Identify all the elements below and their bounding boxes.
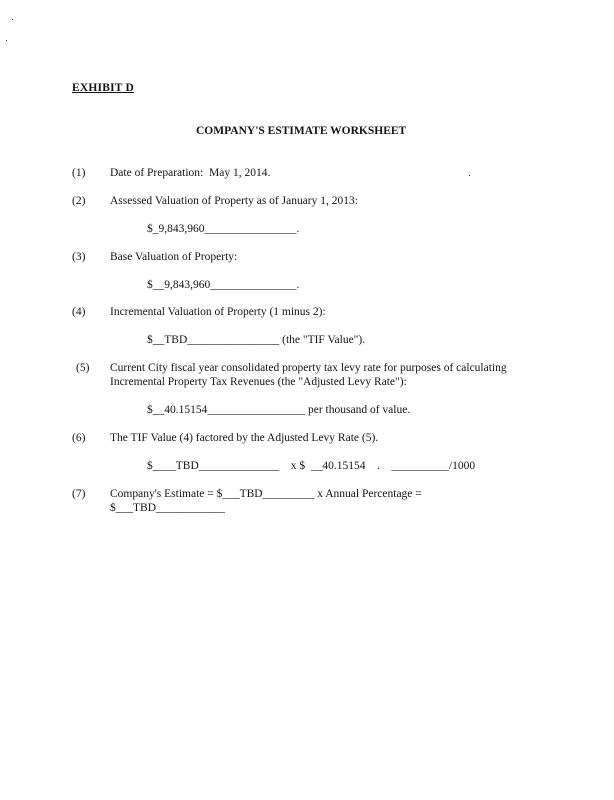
item-number: (5): [76, 362, 90, 374]
assessed-valuation-label: Assessed Valuation of Property as of January 1, 2013:: [110, 195, 358, 207]
item-number: (4): [72, 306, 86, 318]
assessed-valuation-value: $_9,843,960________________.: [147, 223, 300, 235]
item-number: (6): [72, 432, 86, 444]
scan-speck: [469, 175, 470, 176]
date-of-preparation: Date of Preparation: May 1, 2014.: [110, 167, 271, 179]
base-valuation-value: $__9,843,960_______________.: [147, 279, 300, 291]
company-estimate-line-2: $___TBD____________: [110, 502, 225, 514]
scan-speck: [6, 40, 7, 41]
item-number: (1): [72, 167, 86, 179]
levy-rate-label-line-2: Incremental Property Tax Revenues (the "Adjusted Levy Rate"):: [110, 376, 407, 388]
exhibit-label: EXHIBIT D: [72, 82, 134, 94]
worksheet-title: COMPANY'S ESTIMATE WORKSHEET: [196, 125, 407, 137]
incremental-valuation-value: $__TBD________________ (the "TIF Value").: [147, 334, 366, 346]
company-estimate-line-1: Company's Estimate = $___TBD_________ x Annual Percentage =: [110, 488, 422, 500]
tif-factored-label: The TIF Value (4) factored by the Adjusted Levy Rate (5).: [110, 432, 379, 444]
levy-rate-value: $__40.15154_________________ per thousand of value.: [147, 404, 411, 416]
item-number: (2): [72, 195, 86, 207]
base-valuation-label: Base Valuation of Property:: [110, 251, 238, 263]
scan-speck: [12, 19, 13, 20]
levy-rate-label-line-1: Current City fiscal year consolidated property tax levy rate for purposes of calculating: [110, 362, 507, 374]
incremental-valuation-label: Incremental Valuation of Property (1 minus 2):: [110, 306, 326, 318]
item-number: (7): [72, 488, 86, 500]
tif-factored-value: $____TBD______________ x $ __40.15154 . __________/1000: [147, 460, 476, 472]
item-number: (3): [72, 251, 86, 263]
